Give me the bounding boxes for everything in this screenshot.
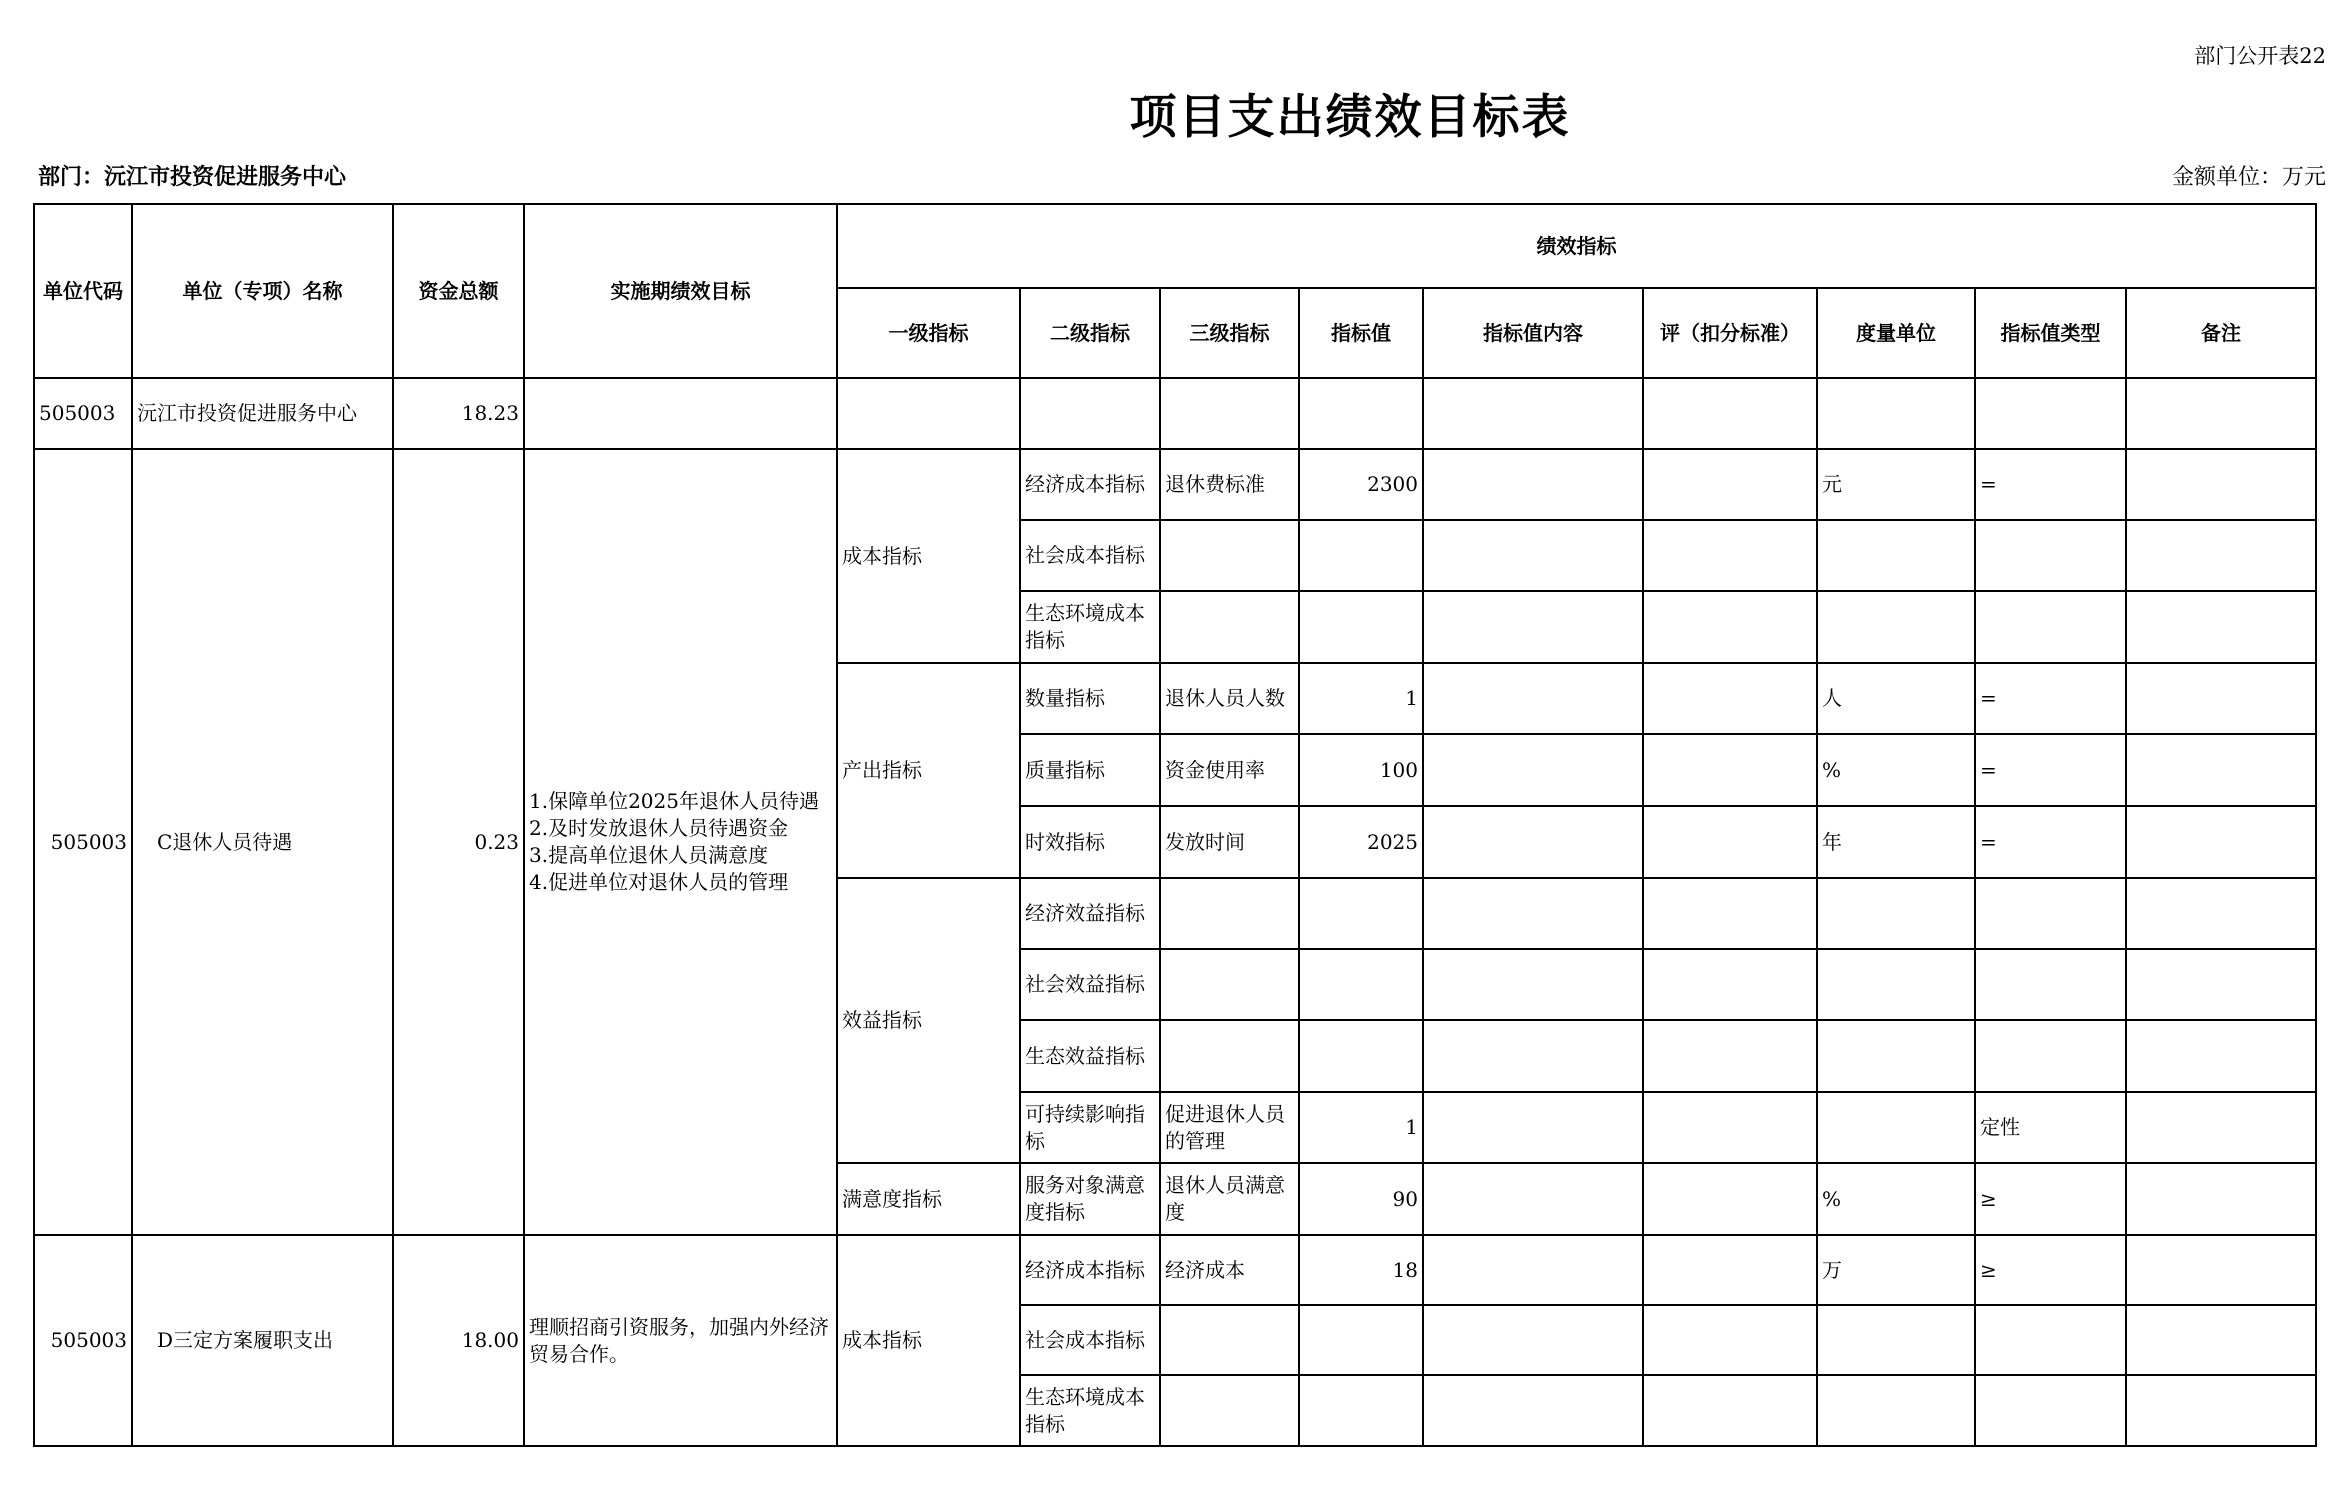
value-cell: 100 [1299, 734, 1423, 806]
value-cell [1299, 949, 1423, 1020]
table-row [34, 449, 2316, 520]
type-cell [1975, 1020, 2126, 1092]
level2-cell: 质量指标 [1020, 734, 1160, 806]
unit-cell [1817, 1020, 1975, 1092]
group-satisfaction: 满意度指标 [837, 1163, 1020, 1235]
col-value: 指标值 [1299, 288, 1423, 378]
level3-cell: 发放时间 [1160, 806, 1299, 878]
page-title: 项目支出绩效目标表 [1129, 90, 1571, 145]
col-indicators: 绩效指标 [837, 204, 2316, 288]
level3-cell [1160, 1375, 1299, 1446]
level3-cell [1160, 1305, 1299, 1375]
level3-cell: 经济成本 [1160, 1235, 1299, 1305]
type-cell [1975, 878, 2126, 949]
level2-cell: 生态环境成本指标 [1020, 1375, 1160, 1446]
level2-cell: 生态效益指标 [1020, 1020, 1160, 1092]
unit-cell [1817, 1375, 1975, 1446]
value-cell: 2025 [1299, 806, 1423, 878]
col-level3: 三级指标 [1160, 288, 1299, 378]
value-cell: 90 [1299, 1163, 1423, 1235]
unit-cell: 人 [1817, 663, 1975, 734]
performance-goal-table [33, 203, 2317, 1447]
summary-total: 18.23 [393, 378, 524, 449]
unit-cell [1817, 1092, 1975, 1163]
col-value-type: 指标值类型 [1975, 288, 2126, 378]
group-output: 产出指标 [837, 663, 1020, 878]
level2-cell: 社会成本指标 [1020, 1305, 1160, 1375]
level2-cell: 数量指标 [1020, 663, 1160, 734]
type-cell: ≥ [1975, 1163, 2126, 1235]
type-cell: = [1975, 806, 2126, 878]
unit-cell [1817, 520, 1975, 591]
table-row [34, 1235, 2316, 1305]
level2-cell: 生态环境成本指标 [1020, 591, 1160, 663]
project-d-name: D三定方案履职支出 [132, 1235, 393, 1446]
level3-cell [1160, 949, 1299, 1020]
unit-cell: 万 [1817, 1235, 1975, 1305]
unit-cell: % [1817, 734, 1975, 806]
summary-code: 505003 [34, 378, 132, 449]
unit-cell: 年 [1817, 806, 1975, 878]
value-cell [1299, 520, 1423, 591]
unit-cell: % [1817, 1163, 1975, 1235]
col-level2: 二级指标 [1020, 288, 1160, 378]
project-c-code: 505003 [34, 449, 132, 1235]
type-cell [1975, 1375, 2126, 1446]
project-c-total: 0.23 [393, 449, 524, 1235]
goal-line: 1.保障单位2025年退休人员待遇 [529, 789, 819, 813]
level3-cell: 退休费标准 [1160, 449, 1299, 520]
value-cell: 1 [1299, 1092, 1423, 1163]
type-cell [1975, 949, 2126, 1020]
col-value-content: 指标值内容 [1423, 288, 1643, 378]
type-cell: ≥ [1975, 1235, 2126, 1305]
project-c-name: C退休人员待遇 [132, 449, 393, 1235]
type-cell [1975, 1305, 2126, 1375]
col-goal: 实施期绩效目标 [524, 204, 837, 378]
unit-cell [1817, 591, 1975, 663]
col-measure-unit: 度量单位 [1817, 288, 1975, 378]
value-cell [1299, 878, 1423, 949]
level2-cell: 经济成本指标 [1020, 1235, 1160, 1305]
col-remark: 备注 [2126, 288, 2316, 378]
value-cell [1299, 1305, 1423, 1375]
header-row-1 [34, 204, 2316, 288]
level2-cell: 时效指标 [1020, 806, 1160, 878]
goal-line: 4.促进单位对退休人员的管理 [529, 870, 789, 894]
level2-cell: 服务对象满意度指标 [1020, 1163, 1160, 1235]
value-cell [1299, 591, 1423, 663]
level3-cell [1160, 1020, 1299, 1092]
level3-cell [1160, 520, 1299, 591]
col-level1: 一级指标 [837, 288, 1020, 378]
value-cell [1299, 1375, 1423, 1446]
unit-cell: 元 [1817, 449, 1975, 520]
level2-cell: 经济成本指标 [1020, 449, 1160, 520]
level2-cell: 社会效益指标 [1020, 949, 1160, 1020]
unit-cell [1817, 1305, 1975, 1375]
summary-row [34, 378, 2316, 449]
col-unit-code: 单位代码 [34, 204, 132, 378]
type-cell [1975, 591, 2126, 663]
level3-cell: 促进退休人员的管理 [1160, 1092, 1299, 1163]
type-cell: = [1975, 734, 2126, 806]
type-cell: = [1975, 449, 2126, 520]
level3-cell: 退休人员满意度 [1160, 1163, 1299, 1235]
project-c-goal [524, 449, 837, 1235]
col-scoring: 评（扣分标准） [1643, 288, 1817, 378]
value-cell [1299, 1020, 1423, 1092]
level2-cell: 社会成本指标 [1020, 520, 1160, 591]
type-cell: = [1975, 663, 2126, 734]
project-d-goal: 理顺招商引资服务，加强内外经济贸易合作。 [524, 1235, 837, 1446]
goal-line: 3.提高单位退休人员满意度 [529, 843, 769, 867]
unit-cell [1817, 949, 1975, 1020]
group-cost: 成本指标 [837, 449, 1020, 663]
value-cell: 2300 [1299, 449, 1423, 520]
group-benefit: 效益指标 [837, 878, 1020, 1163]
department-label: 部门：沅江市投资促进服务中心 [38, 165, 347, 190]
type-cell [1975, 520, 2126, 591]
project-d-group-cost: 成本指标 [837, 1235, 1020, 1446]
level3-cell [1160, 878, 1299, 949]
summary-name: 沅江市投资促进服务中心 [132, 378, 393, 449]
form-number: 部门公开表22 [2194, 44, 2326, 68]
level3-cell: 退休人员人数 [1160, 663, 1299, 734]
amount-unit-label: 金额单位：万元 [2171, 165, 2326, 190]
value-cell: 1 [1299, 663, 1423, 734]
project-d-code: 505003 [34, 1235, 132, 1446]
goal-line: 2.及时发放退休人员待遇资金 [529, 816, 789, 840]
level2-cell: 可持续影响指标 [1020, 1092, 1160, 1163]
value-cell: 18 [1299, 1235, 1423, 1305]
level3-cell: 资金使用率 [1160, 734, 1299, 806]
type-cell: 定性 [1975, 1092, 2126, 1163]
level2-cell: 经济效益指标 [1020, 878, 1160, 949]
project-d-total: 18.00 [393, 1235, 524, 1446]
col-unit-name: 单位（专项）名称 [132, 204, 393, 378]
level3-cell [1160, 591, 1299, 663]
unit-cell [1817, 878, 1975, 949]
col-total-funds: 资金总额 [393, 204, 524, 378]
